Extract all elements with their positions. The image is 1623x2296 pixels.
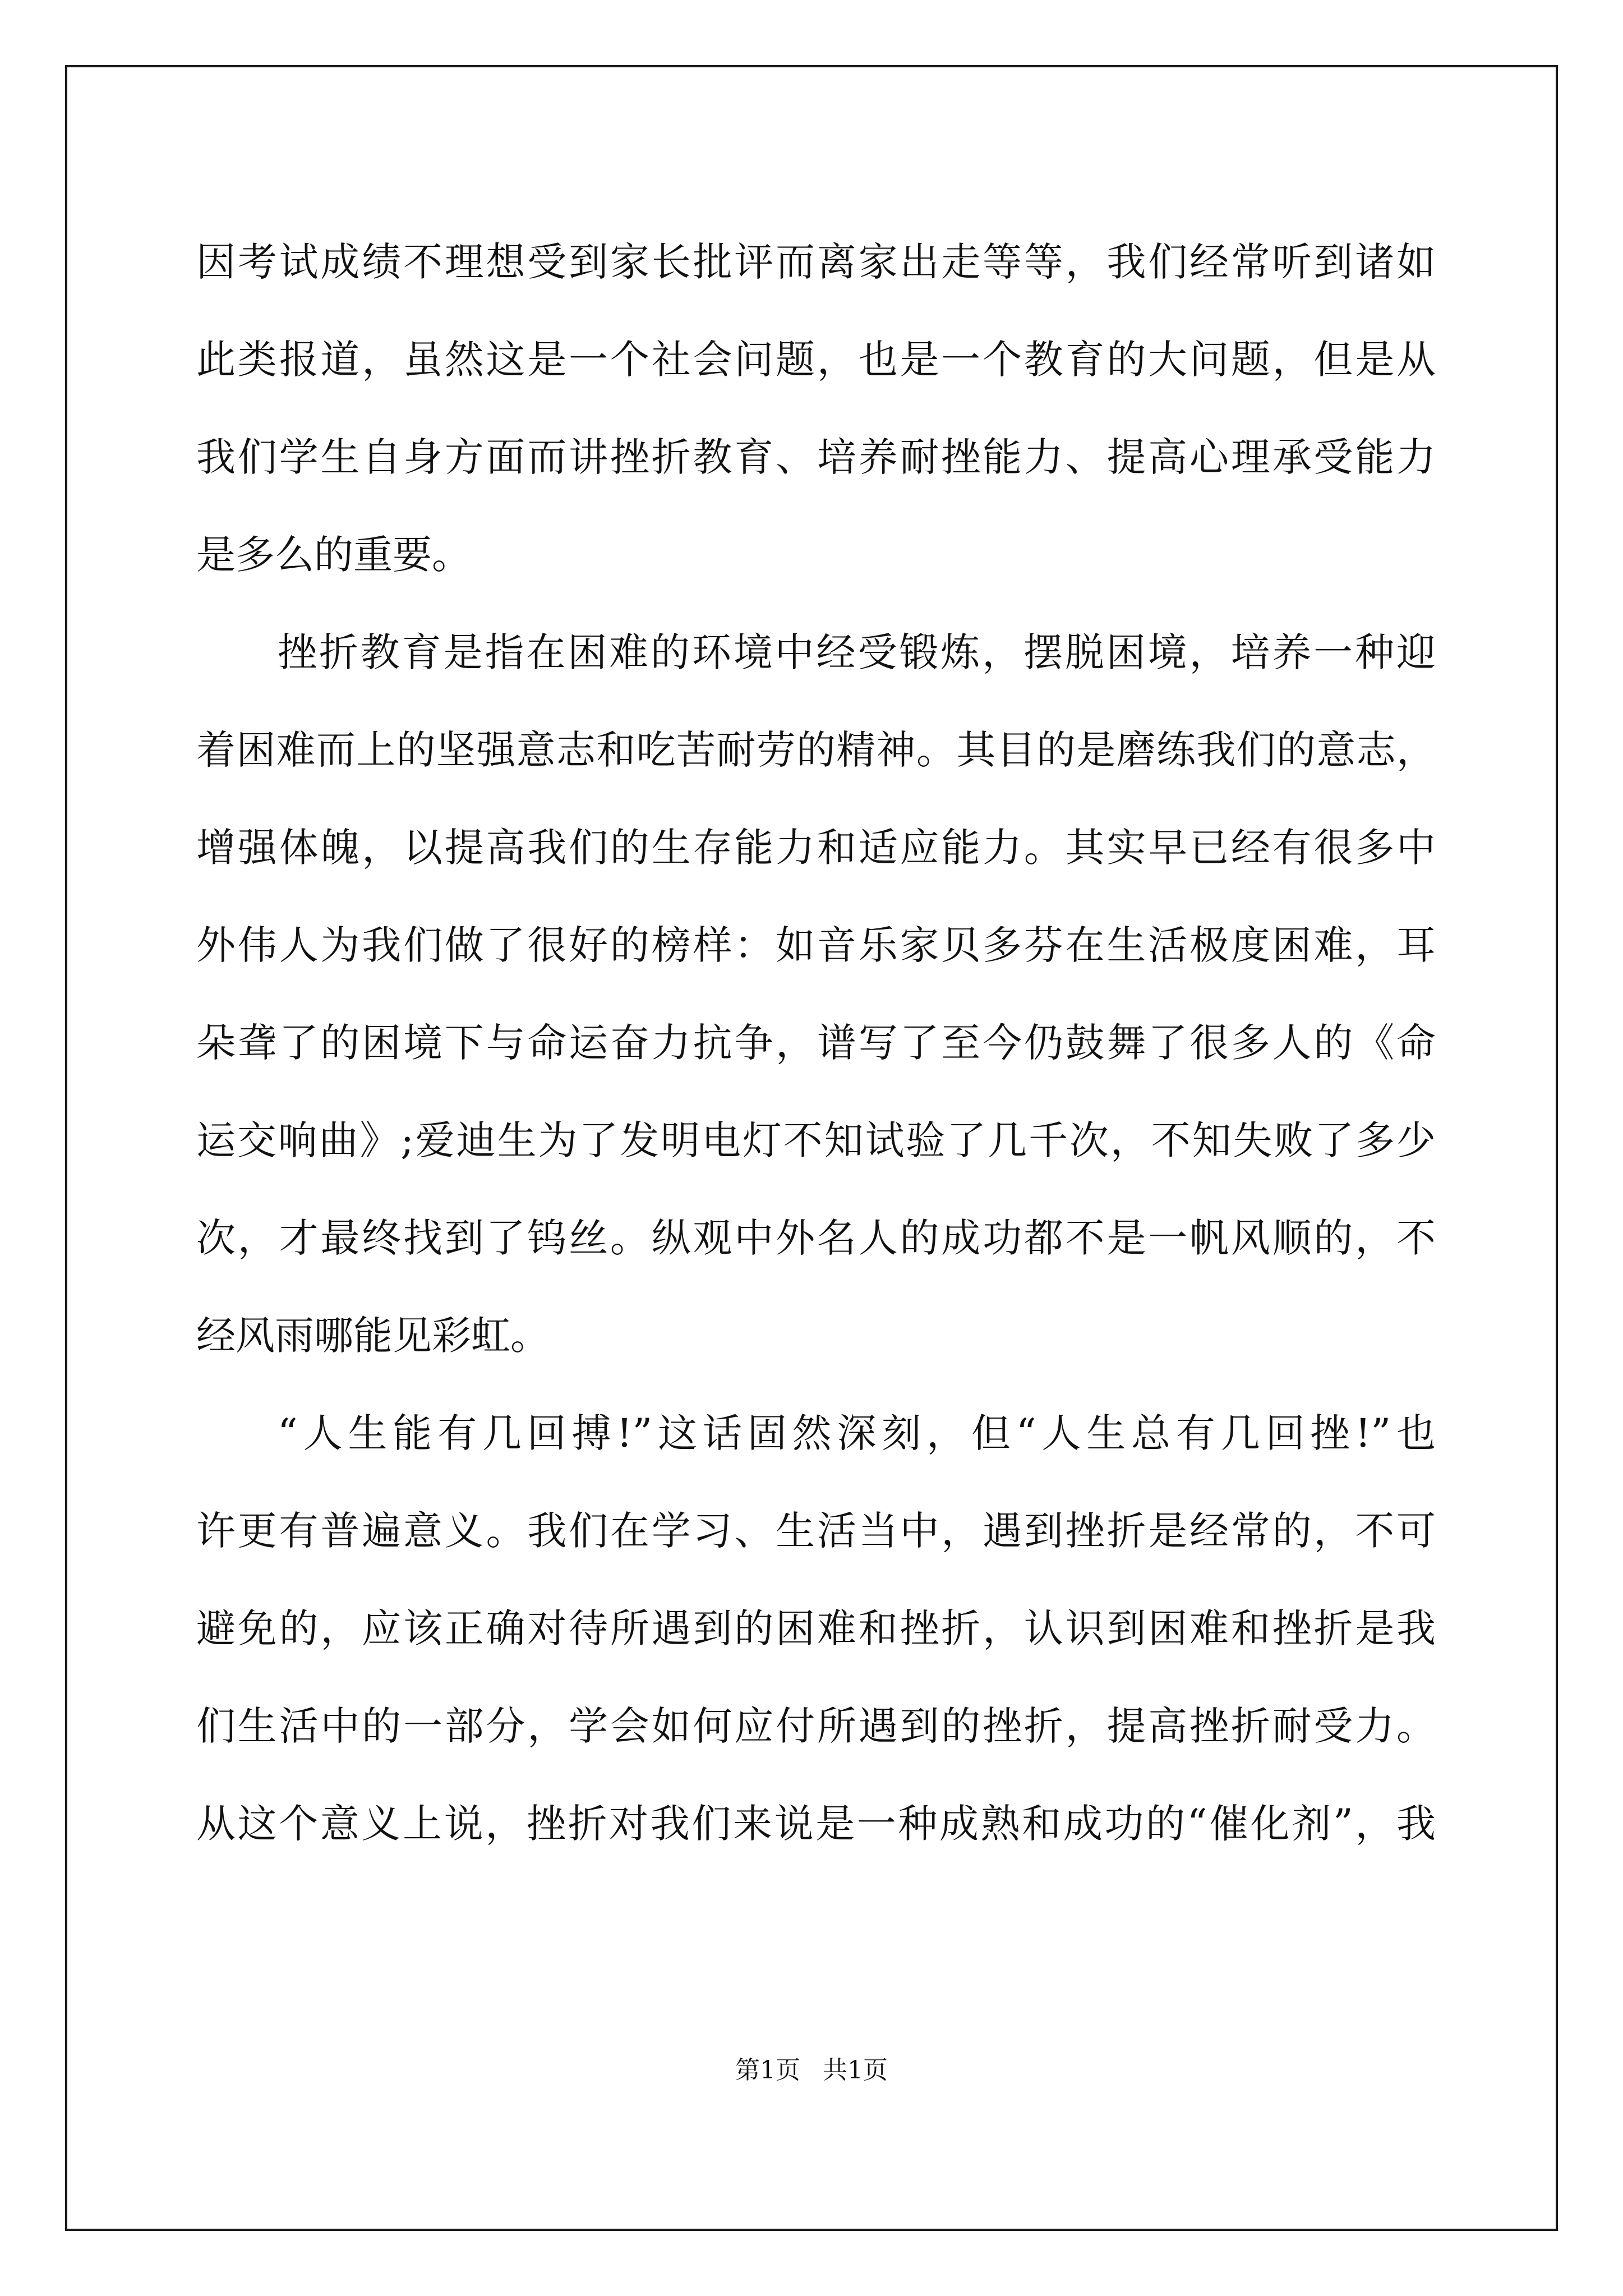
text-line: “人生能有几回搏!”这话固然深刻，但“人生总有几回挫!”也: [278, 1410, 1436, 1456]
text-line: 朵聋了的困境下与命运奋力抗争，谱写了至今仍鼓舞了很多人的《命: [196, 1020, 1436, 1066]
text-line: 运交响曲》;爱迪生为了发明电灯不知试验了几千次，不知失败了多少: [196, 1117, 1436, 1163]
document-body: [196, 213, 1436, 1872]
text-line: 避免的，应该正确对待所遇到的困难和挫折，认识到困难和挫折是我: [196, 1605, 1436, 1651]
text-line: 挫折教育是指在困难的环境中经受锻炼，摆脱困境，培养一种迎: [278, 629, 1436, 675]
text-line: 因考试成绩不理想受到家长批评而离家出走等等，我们经常听到诸如: [196, 239, 1436, 285]
page-total: 共1页: [823, 2056, 888, 2085]
text-line: 我们学生自身方面而讲挫折教育、培养耐挫能力、提高心理承受能力: [196, 434, 1436, 480]
text-line: 此类报道，虽然这是一个社会问题，也是一个教育的大问题，但是从: [196, 337, 1436, 383]
text-line: 着困难而上的坚强意志和吃苦耐劳的精神。其目的是磨练我们的意志，: [196, 727, 1436, 773]
text-line: 外伟人为我们做了很好的榜样：如音乐家贝多芬在生活极度困难，耳: [196, 922, 1436, 968]
text-line: 从这个意义上说，挫折对我们来说是一种成熟和成功的“催化剂”，我: [196, 1801, 1436, 1847]
text-line: 增强体魄，以提高我们的生存能力和适应能力。其实早已经有很多中: [196, 825, 1436, 871]
text-line: 许更有普遍意义。我们在学习、生活当中，遇到挫折是经常的，不可: [196, 1508, 1436, 1554]
text-line: 经风雨哪能见彩虹。: [196, 1313, 550, 1359]
text-line: 是多么的重要。: [196, 532, 471, 578]
text-line: 们生活中的一部分，学会如何应付所遇到的挫折，提高挫折耐受力。: [196, 1703, 1436, 1749]
page-footer: [0, 2050, 1623, 2086]
text-line: 次，才最终找到了钨丝。纵观中外名人的成功都不是一帆风顺的，不: [196, 1215, 1436, 1261]
page-number: 第1页: [735, 2056, 800, 2085]
